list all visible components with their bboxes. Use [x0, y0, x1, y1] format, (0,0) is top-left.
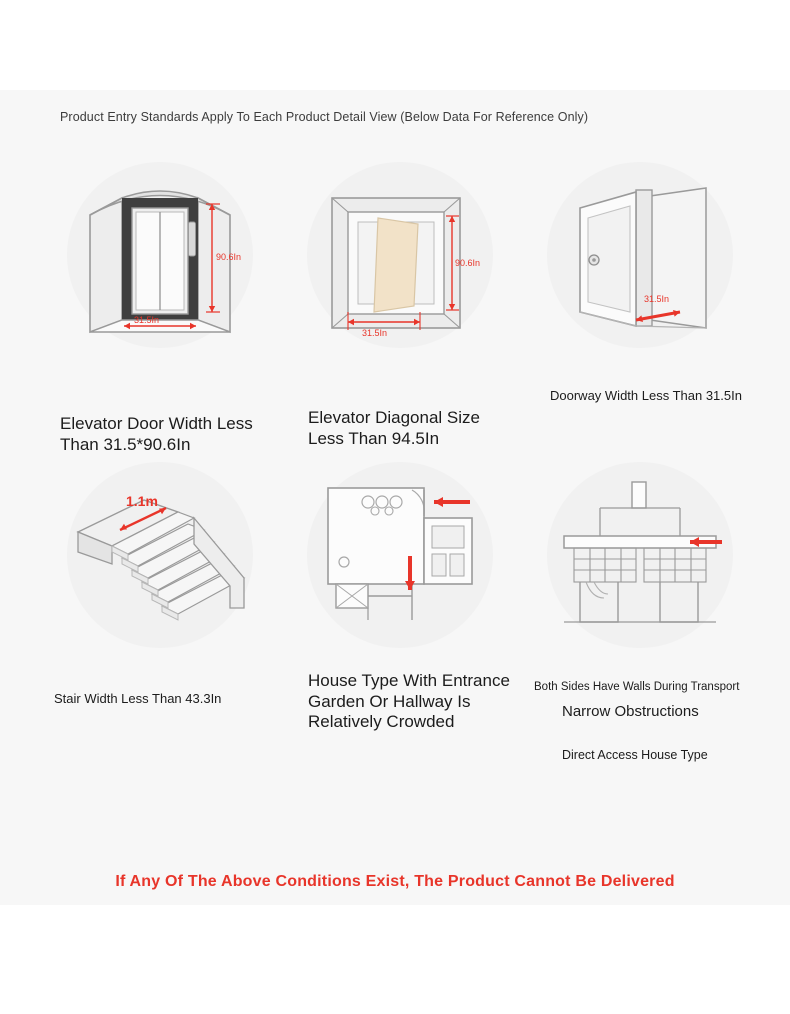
narrow-passage-illustration	[540, 460, 740, 650]
elevator-door-illustration	[60, 160, 260, 350]
staircase-illustration	[60, 460, 260, 650]
narrow-passage-icon	[540, 460, 740, 650]
elevator-diagonal-icon	[300, 160, 500, 350]
floorplan-entrance-icon	[300, 460, 500, 650]
elevator-door-icon	[60, 160, 260, 350]
condition-caption: Stair Width Less Than 43.3In	[54, 691, 222, 706]
staircase-icon	[60, 460, 260, 650]
condition-item-floorplan	[280, 460, 520, 732]
condition-item-elevator-diagonal	[280, 160, 520, 448]
condition-caption: Elevator Diagonal Size Less Than 94.5In	[308, 408, 480, 448]
conditions-row-2	[40, 460, 760, 762]
diagonal-width-label: 31.5In	[362, 328, 388, 338]
delivery-warning: If Any Of The Above Conditions Exist, The Product Cannot Be Delivered	[115, 873, 675, 890]
condition-item-stairs	[40, 460, 280, 706]
elevator-width-label: 31.5In	[134, 315, 160, 325]
condition-caption: Elevator Door Width Less Than 31.5*90.6In	[60, 414, 253, 454]
condition-item-doorway	[520, 160, 760, 403]
condition-caption-tertiary: Direct Access House Type	[562, 748, 708, 762]
condition-item-elevator-door	[40, 160, 280, 454]
condition-caption: Both Sides Have Walls During Transport	[534, 681, 740, 693]
header-note: Product Entry Standards Apply To Each Product Detail View (Below Data For Reference Only)	[60, 110, 589, 124]
condition-caption: House Type With Entrance Garden Or Hallway Is Relatively Crowded	[308, 671, 510, 732]
elevator-diagonal-illustration	[300, 160, 500, 350]
doorway-width-label: 31.5In	[644, 294, 670, 304]
condition-caption-secondary: Narrow Obstructions	[562, 703, 699, 720]
conditions-row-1	[40, 160, 760, 454]
elevator-height-label: 90.6In	[216, 252, 242, 262]
floorplan-illustration	[300, 460, 500, 650]
stair-width-label: 1.1m	[126, 493, 158, 509]
doorway-illustration	[540, 160, 740, 350]
condition-caption: Doorway Width Less Than 31.5In	[550, 388, 742, 403]
condition-item-narrow-passage	[520, 460, 760, 762]
conditions-grid	[40, 160, 760, 762]
diagonal-height-label: 90.6In	[455, 258, 481, 268]
doorway-icon	[540, 160, 740, 350]
